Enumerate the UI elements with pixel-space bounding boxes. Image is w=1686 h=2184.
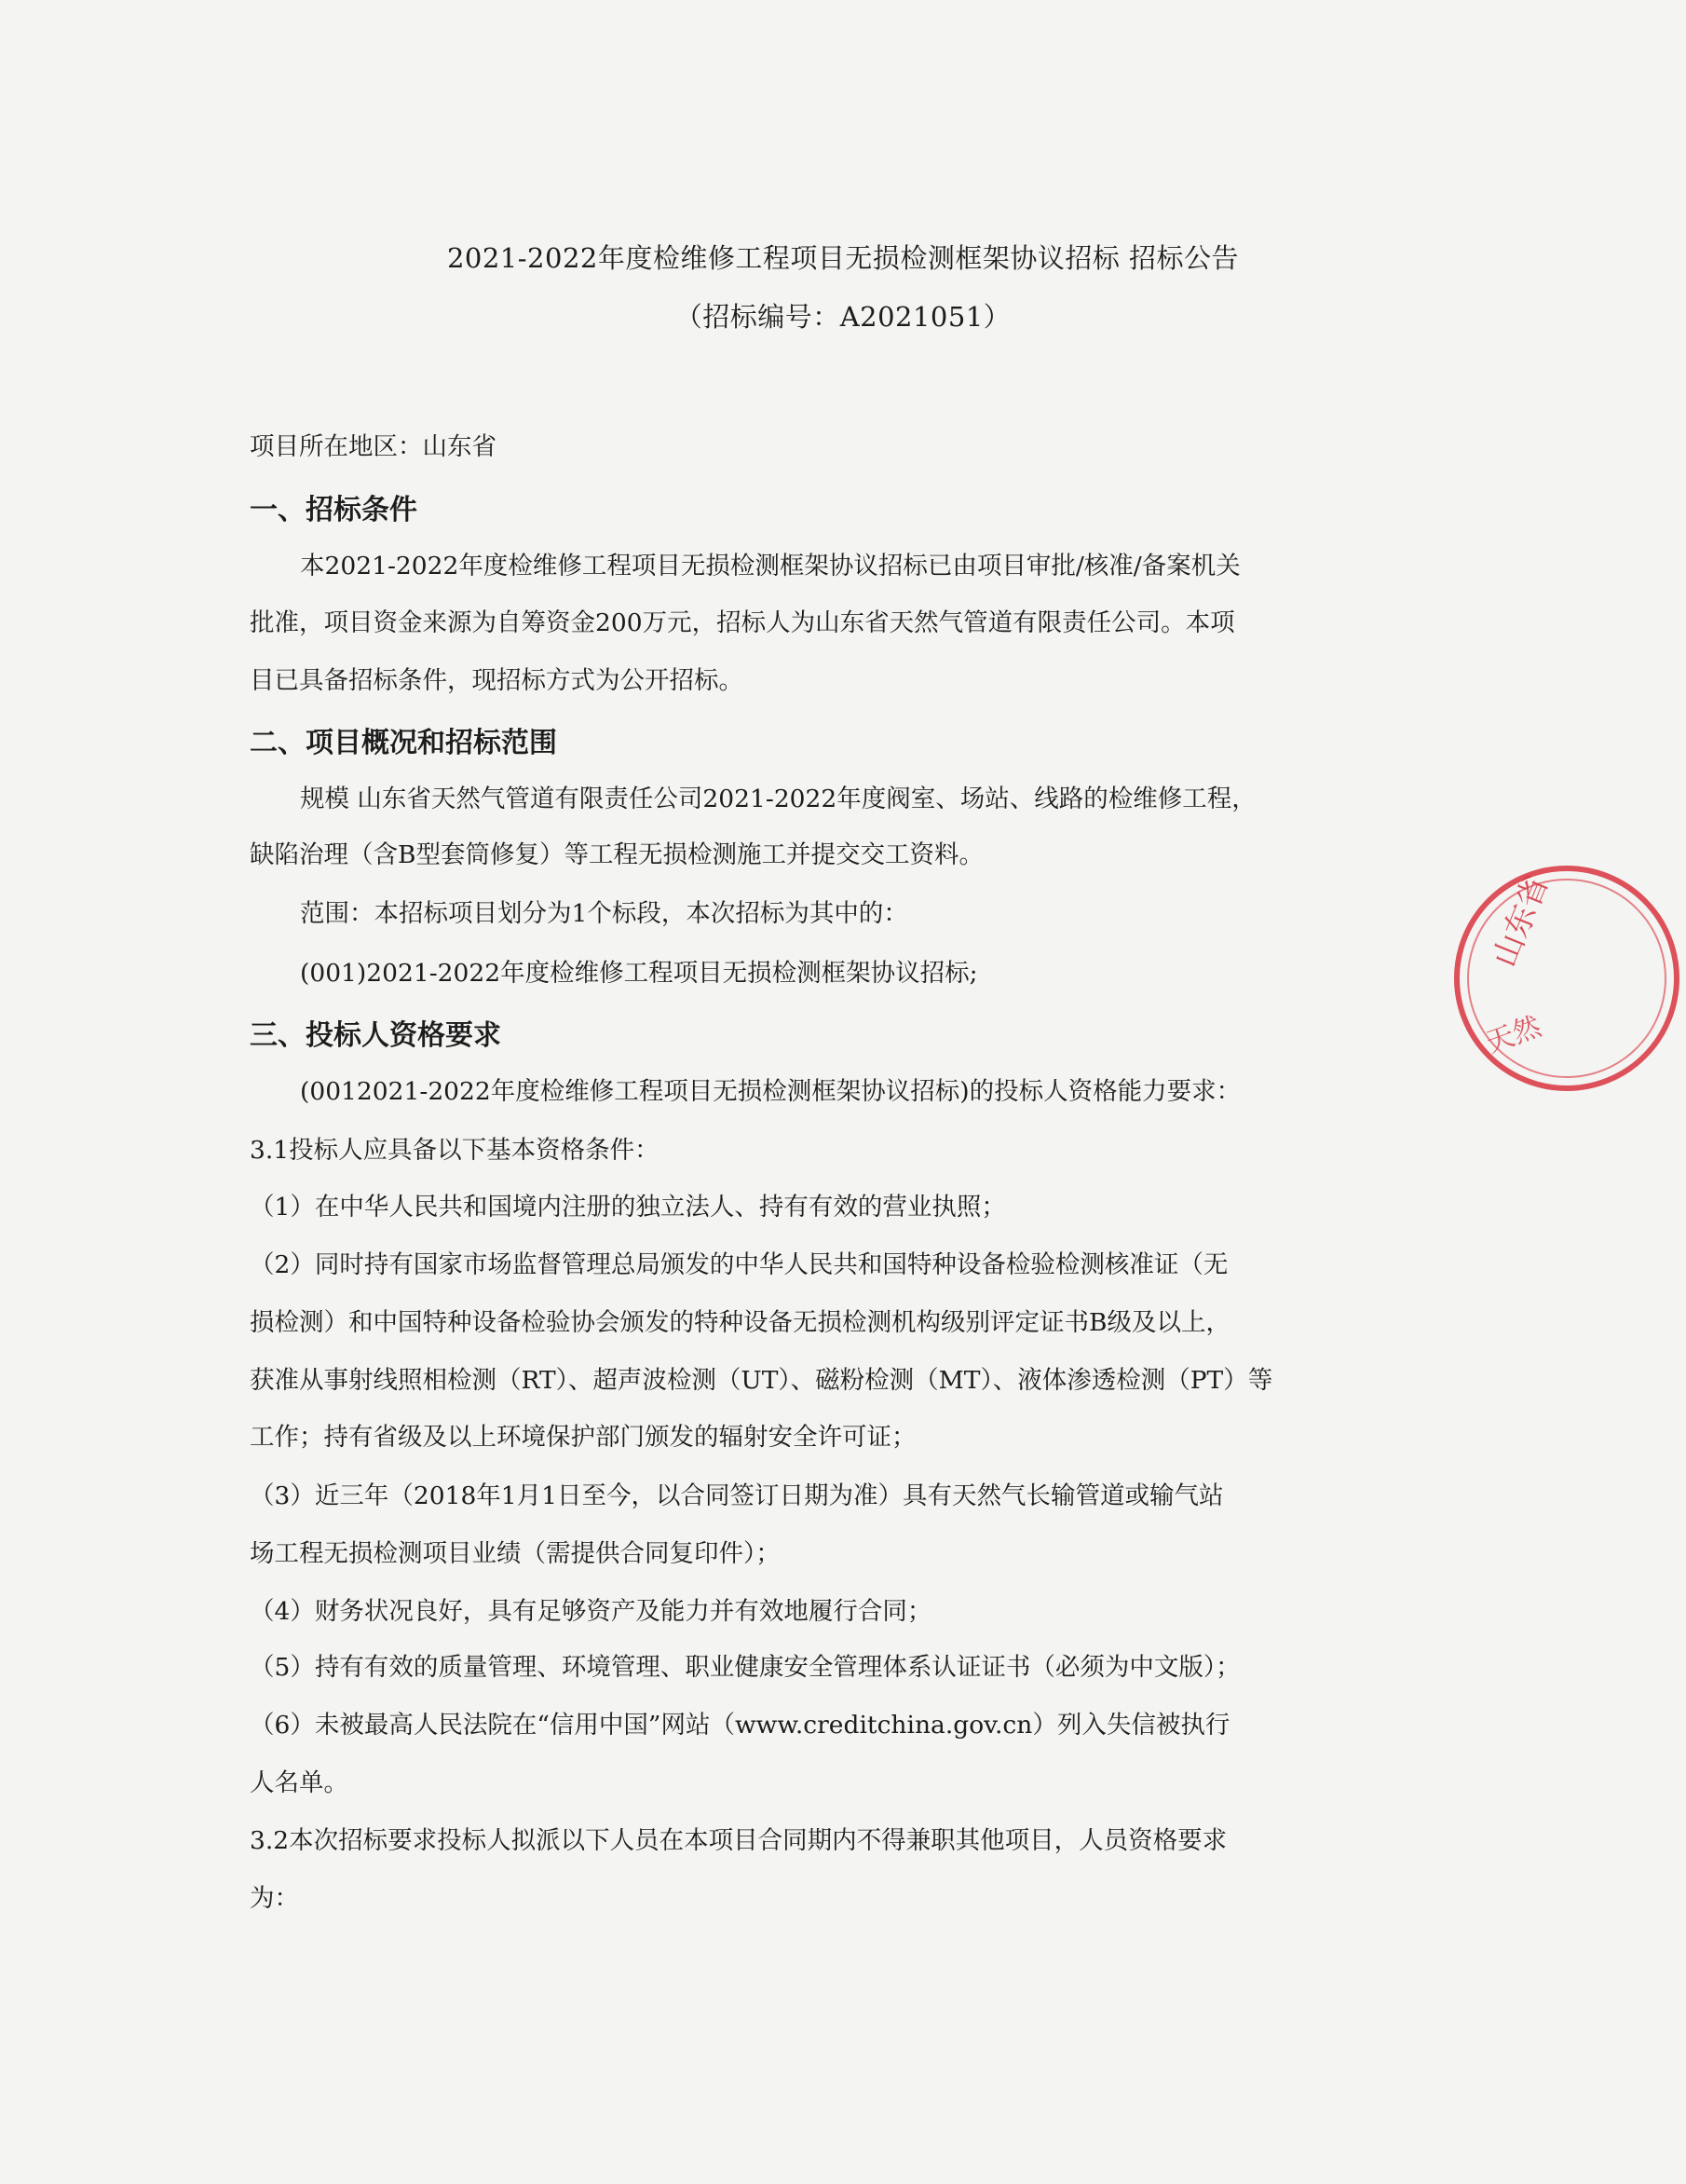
paragraph-line: （1）在中华人民共和国境内注册的独立法人、持有有效的营业执照； (250, 1193, 1006, 1222)
paragraph-line: 范围：本招标项目划分为1个标段，本次招标为其中的： (300, 899, 908, 928)
paragraph-line: 获准从事射线照相检测（RT）、超声波检测（UT）、磁粉检测（MT）、液体渗透检测（PT）等 (250, 1366, 1273, 1395)
paragraph-line: 3.1投标人应具备以下基本资格条件： (250, 1136, 659, 1165)
document-title: 2021-2022年度检维修工程项目无损检测框架协议招标 招标公告 (446, 242, 1240, 274)
red-seal-stamp (1464, 857, 1669, 1099)
svg-text:山东省: 山东省 (1486, 869, 1557, 973)
paragraph-line: （3）近三年（2018年1月1日至今，以合同签订日期为准）具有天然气长输管道或输气站 (250, 1481, 1224, 1510)
project-location: 项目所在地区：山东省 (250, 432, 496, 461)
paragraph-line: 规模 山东省天然气管道有限责任公司2021-2022年度阀室、场站、线路的检维修工程， (300, 785, 1257, 813)
paragraph-line: 为： (250, 1884, 299, 1913)
paragraph-line: 批准，项目资金来源为自筹资金200万元，招标人为山东省天然气管道有限责任公司。本项 (250, 608, 1235, 637)
paragraph-line: 人名单。 (250, 1768, 348, 1797)
paragraph-line: 工作；持有省级及以上环境保护部门颁发的辐射安全许可证； (250, 1423, 917, 1452)
paragraph-line: 缺陷治理（含B型套筒修复）等工程无损检测施工并提交交工资料。 (250, 840, 984, 869)
paragraph-line: 场工程无损检测项目业绩（需提供合同复印件）； (250, 1539, 781, 1568)
section-heading-2: 二、项目概况和招标范围 (250, 727, 557, 759)
tender-number: （招标编号：A2021051） (674, 301, 1012, 333)
section-heading-3: 三、投标人资格要求 (250, 1019, 501, 1052)
paragraph-line: 本2021-2022年度检维修工程项目无损检测框架协议招标已由项目审批/核准/备案机关 (300, 552, 1241, 580)
svg-text:天然: 天然 (1481, 1010, 1546, 1060)
paragraph-line: 目已具备招标条件，现招标方式为公开招标。 (250, 666, 743, 695)
paragraph-line: （6）未被最高人民法院在“信用中国”网站（www.creditchina.gov.cn）列入失信被执行 (250, 1711, 1231, 1740)
paragraph-line: （2）同时持有国家市场监督管理总局颁发的中华人民共和国特种设备检验检测核准证（无 (250, 1250, 1229, 1279)
paragraph-line: (0012021-2022年度检维修工程项目无损检测框架协议招标)的投标人资格能力要求： (300, 1077, 1242, 1106)
paragraph-line: （5）持有有效的质量管理、环境管理、职业健康安全管理体系认证证书（必须为中文版）； (250, 1653, 1241, 1682)
paragraph-line: （4）财务状况良好，具有足够资产及能力并有效地履行合同； (250, 1597, 932, 1626)
paragraph-line: (001)2021-2022年度检维修工程项目无损检测框架协议招标; (300, 959, 978, 988)
section-heading-1: 一、招标条件 (250, 494, 417, 526)
paragraph-line: 3.2本次招标要求投标人拟派以下人员在本项目合同期内不得兼职其他项目，人员资格要求 (250, 1826, 1228, 1855)
paragraph-line: 损检测）和中国特种设备检验协会颁发的特种设备无损检测机构级别评定证书B级及以上， (250, 1308, 1231, 1337)
